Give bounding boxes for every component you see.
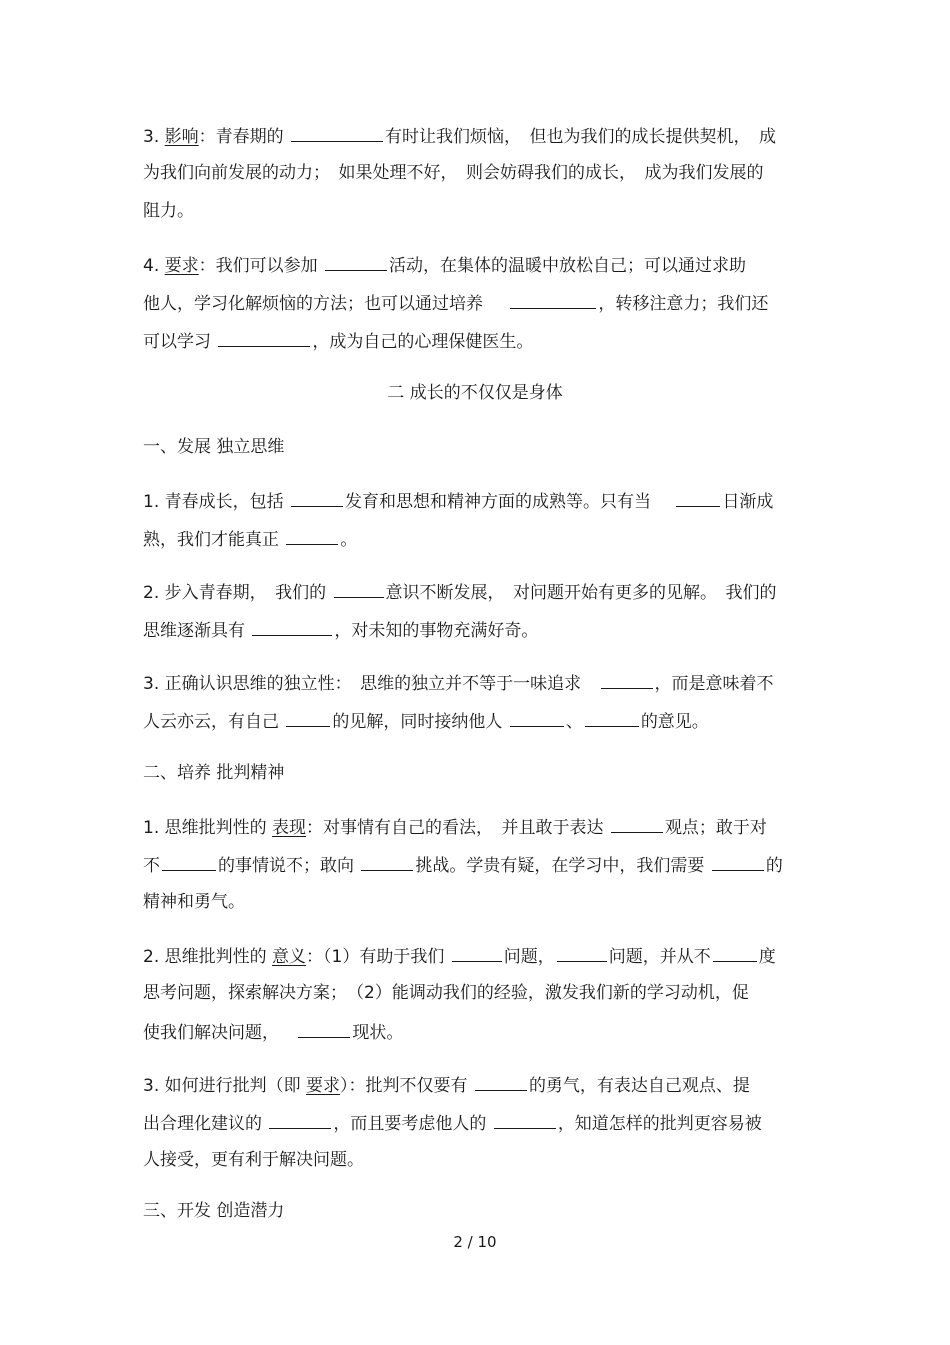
text: 人云亦云，有自己	[143, 712, 279, 732]
section-heading-1: 一、发展 独立思维	[143, 437, 285, 457]
keyword-influence: 影响	[164, 127, 199, 147]
chapter-heading: 二 成长的不仅仅是身体	[387, 383, 563, 403]
p4-line1	[143, 253, 746, 277]
text: 问题，并从不	[608, 947, 711, 967]
text: 3. 如何进行批判（即	[143, 1076, 301, 1096]
page-number: 2 / 10	[453, 1233, 497, 1251]
fill-blank[interactable]	[611, 815, 663, 833]
text: 活动，在集体的温暖中放松自己；可以通过求助	[389, 256, 747, 276]
text: 。	[340, 530, 358, 550]
text: 熟，我们才能真正	[143, 530, 279, 550]
keyword-requirement: 要求	[164, 256, 199, 276]
section-heading-3: 三、开发 创造潜力	[143, 1201, 285, 1221]
text: 使我们解决问题，	[143, 1023, 279, 1043]
fill-blank[interactable]	[601, 671, 653, 689]
text: 可以学习	[143, 332, 211, 352]
text: 3. 正确认识思维的独立性： 思维的独立并不等于一味追求	[143, 674, 582, 694]
fill-blank[interactable]	[510, 709, 564, 727]
p3-line1	[143, 124, 776, 148]
text: ，成为自己的心理保健医生。	[312, 332, 534, 352]
s1p1-line2	[143, 527, 357, 551]
text: 青春期的	[215, 127, 284, 147]
p4-line2	[143, 291, 768, 315]
text: 问题，	[503, 947, 555, 967]
text: ：（1）有助于我们	[306, 947, 445, 967]
text: 挑战。学贵有疑，在学习中，我们需要	[415, 856, 705, 876]
text: ，而且要考虑他人的	[333, 1114, 487, 1134]
text: 思维逐渐具有	[143, 621, 245, 641]
text: ，而是意味着不	[654, 674, 774, 694]
text: 不	[143, 856, 160, 876]
fill-blank[interactable]	[494, 1111, 556, 1129]
fill-blank[interactable]	[510, 291, 596, 309]
s2p1-line1	[143, 815, 767, 839]
fill-blank[interactable]	[325, 253, 387, 271]
text: 1. 思维批判性的	[143, 818, 267, 838]
fill-blank[interactable]	[557, 944, 607, 962]
fill-blank[interactable]	[291, 124, 383, 142]
keyword-requirement: 要求	[306, 1076, 341, 1096]
text: 他人，学习化解烦恼的方法；也可以通过培养	[143, 294, 483, 314]
text: 的勇气，有表达自己观点、提	[528, 1076, 750, 1096]
text: ，知道怎样的批判更容易被	[557, 1114, 762, 1134]
fill-blank[interactable]	[269, 1111, 331, 1129]
item-number: 3.	[143, 127, 160, 147]
fill-blank[interactable]	[252, 618, 332, 636]
s1p2-line1	[143, 580, 777, 604]
s2p3-line1	[143, 1073, 750, 1097]
fill-blank[interactable]	[712, 853, 764, 871]
colon: ：	[198, 256, 216, 276]
p3-line3: 阻力。	[143, 201, 194, 221]
text: ）：批判不仅要有	[340, 1076, 468, 1096]
fill-blank[interactable]	[361, 853, 413, 871]
s2p3-line3: 人接受，更有利于解决问题。	[143, 1150, 364, 1170]
s2p2-line1	[143, 944, 776, 968]
s1p3-line1	[143, 671, 774, 695]
s2p1-line3: 精神和勇气。	[143, 892, 245, 912]
fill-blank[interactable]	[676, 489, 720, 507]
s1p3-line2	[143, 709, 709, 733]
s2p1-line2	[143, 853, 783, 877]
text: 的	[765, 856, 783, 876]
colon: ：	[198, 127, 216, 147]
keyword-significance: 意义	[272, 947, 307, 967]
text: 、	[565, 712, 583, 732]
fill-blank[interactable]	[585, 709, 639, 727]
fill-blank[interactable]	[162, 853, 216, 871]
text: 有时让我们烦恼， 但也为我们的成长提供契机， 成	[385, 127, 777, 147]
text: 观点；敢于对	[664, 818, 767, 838]
text: 意识不断发展， 对问题开始有更多的见解。 我们的	[385, 583, 777, 603]
keyword-performance: 表现	[272, 818, 307, 838]
fill-blank[interactable]	[334, 580, 384, 598]
s2p2-line3	[143, 1020, 403, 1044]
text: 日渐成	[722, 492, 774, 512]
fill-blank[interactable]	[286, 527, 338, 545]
text: ，对未知的事物充满好奇。	[334, 621, 539, 641]
fill-blank[interactable]	[291, 489, 343, 507]
p4-line3	[143, 329, 533, 353]
s1p2-line2	[143, 618, 538, 642]
item-number: 4.	[143, 256, 160, 276]
section-heading-2: 二、培养 批判精神	[143, 763, 285, 783]
text: 2. 步入青春期， 我们的	[143, 583, 327, 603]
p3-line2: 为我们向前发展的动力； 如果处理不好， 则会妨碍我们的成长， 成为我们发展的	[143, 163, 764, 183]
text: 发育和思想和精神方面的成熟等。只有当	[345, 492, 652, 512]
text: 2. 思维批判性的	[143, 947, 267, 967]
s1p1-line1	[143, 489, 773, 513]
fill-blank[interactable]	[713, 944, 757, 962]
text: 现状。	[352, 1023, 404, 1043]
text: 的见解，同时接纳他人	[332, 712, 503, 732]
fill-blank[interactable]	[218, 329, 310, 347]
text: ：对事情有自己的看法， 并且敢于表达	[306, 818, 604, 838]
s2p3-line2	[143, 1111, 762, 1135]
text: 的事情说不；敢向	[218, 856, 354, 876]
s2p2-line2: 思考问题，探索解决方案； （2）能调动我们的经验，激发我们新的学习动机，促	[143, 983, 749, 1003]
text: 1. 青春成长，包括	[143, 492, 284, 512]
text: ，转移注意力；我们还	[598, 294, 769, 314]
text: 度	[758, 947, 776, 967]
text: 的意见。	[640, 712, 709, 732]
fill-blank[interactable]	[298, 1020, 350, 1038]
fill-blank[interactable]	[286, 709, 330, 727]
fill-blank[interactable]	[475, 1073, 527, 1091]
text: 出合理化建议的	[143, 1114, 262, 1134]
text: 我们可以参加	[215, 256, 318, 276]
fill-blank[interactable]	[452, 944, 502, 962]
